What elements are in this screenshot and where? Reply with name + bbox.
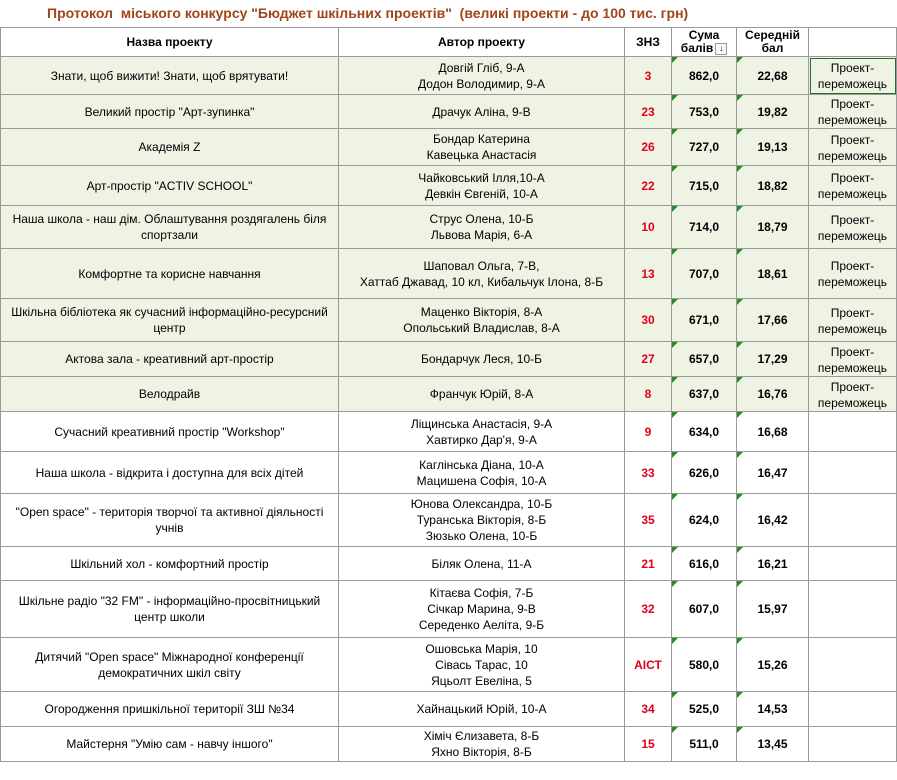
table-row bbox=[1, 452, 897, 494]
average-score: 18,82 bbox=[737, 166, 809, 206]
total-score: 511,0 bbox=[672, 727, 737, 762]
average-score: 19,13 bbox=[737, 129, 809, 166]
school-number: 3 bbox=[625, 57, 672, 95]
author-name: Чайковський Ілля,10-А bbox=[418, 170, 545, 185]
winner-status bbox=[809, 638, 897, 692]
winner-label: Проект- bbox=[830, 61, 875, 75]
project-authors bbox=[339, 547, 625, 581]
winner-status bbox=[809, 166, 897, 206]
project-name: Огородження пришкільної території ЗШ №34 bbox=[1, 692, 339, 727]
project-authors bbox=[339, 581, 625, 638]
total-score: 714,0 bbox=[672, 206, 737, 249]
author-name: Січкар Марина, 9-В bbox=[427, 602, 536, 616]
project-authors bbox=[339, 95, 625, 129]
winner-status bbox=[809, 299, 897, 342]
school-number: 34 bbox=[625, 692, 672, 727]
author-name: Біляк Олена, 11-А bbox=[431, 556, 532, 571]
project-authors bbox=[339, 129, 625, 166]
header-name: Назва проекту bbox=[1, 28, 339, 57]
author-name: Зюзько Олена, 10-Б bbox=[425, 529, 538, 543]
total-score: 715,0 bbox=[672, 166, 737, 206]
project-name: Арт-простір "ACTIV SCHOOL" bbox=[1, 166, 339, 206]
total-score: 657,0 bbox=[672, 342, 737, 377]
results-table bbox=[0, 27, 897, 762]
winner-status bbox=[809, 206, 897, 249]
school-number: 26 bbox=[625, 129, 672, 166]
table-row bbox=[1, 377, 897, 412]
winner-label: переможець bbox=[817, 360, 888, 375]
school-number: 32 bbox=[625, 581, 672, 638]
author-name: Яхно Вікторія, 8-Б bbox=[431, 745, 532, 759]
winner-label: Проект- bbox=[830, 344, 875, 359]
project-name: Актова зала - креативний арт-простір bbox=[1, 342, 339, 377]
school-number: 33 bbox=[625, 452, 672, 494]
project-name: Знати, щоб вижити! Знати, щоб врятувати! bbox=[1, 57, 339, 95]
header-sum-line2: балів bbox=[680, 41, 714, 55]
project-authors bbox=[339, 494, 625, 547]
author-name: Яцьолт Евеліна, 5 bbox=[431, 673, 532, 688]
total-score: 634,0 bbox=[672, 412, 737, 452]
average-score: 15,26 bbox=[737, 638, 809, 692]
winner-label: переможець bbox=[817, 148, 888, 163]
header-avg-line2: бал bbox=[761, 41, 784, 55]
author-name: Львова Марія, 6-А bbox=[430, 228, 533, 242]
table-row bbox=[1, 727, 897, 762]
average-score: 19,82 bbox=[737, 95, 809, 129]
winner-label: Проект- bbox=[830, 379, 875, 394]
project-name: Сучасний креативний простір "Workshop" bbox=[1, 412, 339, 452]
winner-status bbox=[809, 95, 897, 129]
table-row bbox=[1, 299, 897, 342]
header-sum[interactable] bbox=[672, 28, 737, 57]
total-score: 607,0 bbox=[672, 581, 737, 638]
winner-label: Проект- bbox=[830, 305, 875, 320]
school-number: 15 bbox=[625, 727, 672, 762]
author-name: Опольський Владислав, 8-А bbox=[403, 321, 560, 335]
winner-label: переможець bbox=[817, 113, 888, 127]
winner-status bbox=[809, 57, 897, 95]
author-name: Франчук Юрій, 8-А bbox=[429, 387, 534, 401]
total-score: 616,0 bbox=[672, 547, 737, 581]
table-row bbox=[1, 95, 897, 129]
project-name: Наша школа - наш дім. Облаштування роздягалень біля спортзали bbox=[1, 206, 339, 249]
author-name: Юнова Олександра, 10-Б bbox=[410, 497, 553, 511]
project-authors bbox=[339, 452, 625, 494]
project-authors bbox=[339, 377, 625, 412]
average-score: 18,61 bbox=[737, 249, 809, 299]
table-row bbox=[1, 692, 897, 727]
project-name: "Open space" - територія творчої та активної діяльності учнів bbox=[1, 494, 339, 547]
table-row bbox=[1, 547, 897, 581]
project-authors bbox=[339, 57, 625, 95]
author-name: Девкін Євгеній, 10-А bbox=[425, 186, 538, 201]
header-avg bbox=[737, 28, 809, 57]
winner-label: Проект- bbox=[830, 212, 875, 227]
winner-status bbox=[809, 342, 897, 377]
table-row bbox=[1, 412, 897, 452]
project-name: Велодрайв bbox=[1, 377, 339, 412]
total-score: 862,0 bbox=[672, 57, 737, 95]
sort-filter-icon[interactable]: ↓ bbox=[715, 43, 727, 55]
project-name: Шкільний хол - комфортний простір bbox=[1, 547, 339, 581]
winner-label: переможець bbox=[817, 321, 888, 336]
author-name: Струс Олена, 10-Б bbox=[429, 212, 534, 226]
winner-label: Проект- bbox=[830, 171, 875, 185]
winner-status bbox=[809, 494, 897, 547]
winner-label: Проект- bbox=[830, 132, 875, 147]
author-name: Драчук Аліна, 9-В bbox=[432, 104, 531, 119]
total-score: 624,0 bbox=[672, 494, 737, 547]
total-score: 753,0 bbox=[672, 95, 737, 129]
project-authors bbox=[339, 206, 625, 249]
author-name: Хавтирко Дар'я, 9-А bbox=[426, 432, 537, 447]
school-number: 8 bbox=[625, 377, 672, 412]
winner-status bbox=[809, 581, 897, 638]
table-row bbox=[1, 57, 897, 95]
average-score: 17,29 bbox=[737, 342, 809, 377]
average-score: 16,68 bbox=[737, 412, 809, 452]
winner-label: Проект- bbox=[830, 97, 875, 111]
average-score: 17,66 bbox=[737, 299, 809, 342]
author-name: Маценко Вікторія, 8-А bbox=[420, 305, 543, 319]
school-number: 9 bbox=[625, 412, 672, 452]
project-authors bbox=[339, 638, 625, 692]
school-number: 27 bbox=[625, 342, 672, 377]
author-name: Довгій Гліб, 9-А bbox=[438, 60, 525, 75]
header-sum-line1: Сума bbox=[688, 28, 720, 42]
total-score: 671,0 bbox=[672, 299, 737, 342]
project-name: Шкільна бібліотека як сучасний інформаційно-ресурсний центр bbox=[1, 299, 339, 342]
winner-status bbox=[809, 547, 897, 581]
average-score: 13,45 bbox=[737, 727, 809, 762]
header-school: ЗНЗ bbox=[625, 28, 672, 57]
table-row bbox=[1, 206, 897, 249]
average-score: 16,21 bbox=[737, 547, 809, 581]
total-score: 707,0 bbox=[672, 249, 737, 299]
project-authors bbox=[339, 342, 625, 377]
school-number: 22 bbox=[625, 166, 672, 206]
author-name: Шаповал Ольга, 7-В, bbox=[423, 258, 540, 273]
author-name: Бондар Катерина bbox=[433, 132, 530, 146]
author-name: Бондарчук Леся, 10-Б bbox=[420, 352, 543, 366]
table-header-row bbox=[1, 28, 897, 57]
author-name: Середенко Аеліта, 9-Б bbox=[418, 618, 545, 632]
average-score: 16,42 bbox=[737, 494, 809, 547]
header-status bbox=[809, 28, 897, 57]
school-number: АІСТ bbox=[625, 638, 672, 692]
average-score: 16,47 bbox=[737, 452, 809, 494]
total-score: 727,0 bbox=[672, 129, 737, 166]
project-name: Майстерня "Умію сам - навчу іншого" bbox=[1, 727, 339, 762]
winner-status bbox=[809, 412, 897, 452]
school-number: 21 bbox=[625, 547, 672, 581]
author-name: Додон Володимир, 9-А bbox=[418, 76, 545, 91]
project-authors bbox=[339, 727, 625, 762]
table-row bbox=[1, 166, 897, 206]
winner-label: переможець bbox=[817, 77, 888, 91]
winner-label: переможець bbox=[817, 228, 888, 243]
project-authors bbox=[339, 692, 625, 727]
author-name: Ошовська Марія, 10 bbox=[425, 641, 538, 656]
author-name: Туранська Вікторія, 8-Б bbox=[416, 513, 547, 527]
total-score: 525,0 bbox=[672, 692, 737, 727]
winner-label: переможець bbox=[817, 275, 888, 289]
winner-status bbox=[809, 692, 897, 727]
winner-status bbox=[809, 129, 897, 166]
author-name: Ліщинська Анастасія, 9-А bbox=[410, 416, 553, 431]
project-name: Великий простір "Арт-зупинка" bbox=[1, 95, 339, 129]
author-name: Хіміч Єлизавета, 8-Б bbox=[423, 729, 540, 743]
school-number: 13 bbox=[625, 249, 672, 299]
school-number: 35 bbox=[625, 494, 672, 547]
total-score: 637,0 bbox=[672, 377, 737, 412]
author-name: Хаттаб Джавад, 10 кл, Кибальчук Ілона, 8-Б bbox=[359, 274, 604, 289]
total-score: 580,0 bbox=[672, 638, 737, 692]
average-score: 14,53 bbox=[737, 692, 809, 727]
author-name: Кітаєва Софія, 7-Б bbox=[429, 586, 534, 600]
author-name: Сівась Тарас, 10 bbox=[435, 657, 528, 672]
winner-status bbox=[809, 377, 897, 412]
project-name: Шкільне радіо "32 FM" - інформаційно-просвітницький центр школи bbox=[1, 581, 339, 638]
project-authors bbox=[339, 299, 625, 342]
average-score: 16,76 bbox=[737, 377, 809, 412]
average-score: 22,68 bbox=[737, 57, 809, 95]
school-number: 30 bbox=[625, 299, 672, 342]
author-name: Хайнацький Юрій, 10-А bbox=[416, 702, 547, 716]
author-name: Каглінська Діана, 10-А bbox=[419, 457, 544, 472]
author-name: Кавецька Анастасія bbox=[426, 148, 537, 162]
project-name: Академія Z bbox=[1, 129, 339, 166]
winner-label: Проект- bbox=[830, 259, 875, 273]
page-title: Протокол міського конкурсу "Бюджет шкільних проектів" (великі проекти - до 100 тис. грн) bbox=[47, 5, 689, 21]
total-score: 626,0 bbox=[672, 452, 737, 494]
header-author: Автор проекту bbox=[339, 28, 625, 57]
project-authors bbox=[339, 412, 625, 452]
school-number: 10 bbox=[625, 206, 672, 249]
winner-status bbox=[809, 452, 897, 494]
project-authors bbox=[339, 249, 625, 299]
table-row bbox=[1, 581, 897, 638]
average-score: 15,97 bbox=[737, 581, 809, 638]
table-row bbox=[1, 494, 897, 547]
project-name: Комфортне та корисне навчання bbox=[1, 249, 339, 299]
school-number: 23 bbox=[625, 95, 672, 129]
table-row bbox=[1, 638, 897, 692]
winner-label: переможець bbox=[817, 395, 888, 410]
average-score: 18,79 bbox=[737, 206, 809, 249]
table-row bbox=[1, 129, 897, 166]
header-avg-line1: Середній bbox=[745, 28, 800, 42]
table-row bbox=[1, 342, 897, 377]
project-authors bbox=[339, 166, 625, 206]
table-row bbox=[1, 249, 897, 299]
winner-status bbox=[809, 727, 897, 762]
project-name: Дитячий "Open space" Міжнародної конференції демократичних шкіл світу bbox=[1, 638, 339, 692]
project-name: Наша школа - відкрита і доступна для всіх дітей bbox=[1, 452, 339, 494]
winner-status bbox=[809, 249, 897, 299]
winner-label: переможець bbox=[817, 187, 888, 201]
author-name: Мацишена Софія, 10-А bbox=[416, 473, 547, 488]
